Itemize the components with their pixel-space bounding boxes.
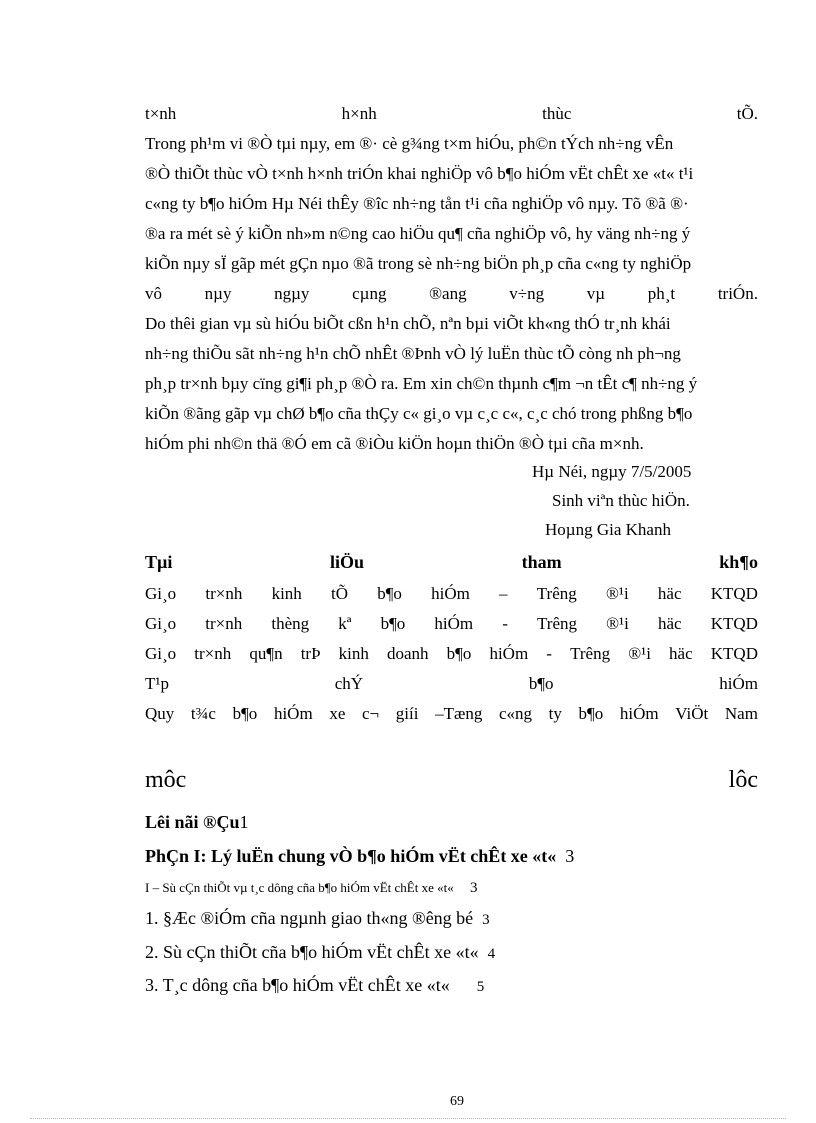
- justified-line: [145, 284, 758, 304]
- toc-entry: [145, 908, 490, 930]
- word: thèng: [271, 614, 310, 633]
- word: Tµi: [145, 552, 173, 572]
- word: giíi: [395, 704, 419, 723]
- toc-entry-page: 5: [476, 979, 485, 995]
- word: tÕ.: [736, 104, 758, 123]
- word: häc: [657, 614, 682, 633]
- word: Trêng: [570, 644, 611, 663]
- toc-entry-label: PhÇn I: Lý luËn chung vÒ b¶o hiÓm vËt chÊt xe «t«: [145, 846, 557, 866]
- word: t¾c: [190, 704, 216, 723]
- word: t×nh: [145, 104, 177, 123]
- word: doanh: [386, 644, 429, 663]
- word: KTQD: [710, 584, 758, 603]
- toc-entry-label: 1. §Æc ®iÓm cña ngµnh giao th«ng ®êng bé: [145, 908, 474, 928]
- word: ngµy: [274, 284, 310, 303]
- word: lôc: [728, 767, 758, 793]
- word: kinh: [271, 584, 302, 603]
- word: Gi¸o: [145, 584, 177, 603]
- word: Nam: [724, 704, 758, 723]
- word: tr×nh: [205, 584, 243, 603]
- word: hiÓm: [434, 614, 474, 633]
- toc-entry-page: 3: [469, 880, 478, 896]
- word: h×nh: [341, 104, 377, 123]
- word: ®¹i: [606, 614, 629, 633]
- footer-rule: [30, 1118, 786, 1119]
- word: –Tæng: [435, 704, 483, 723]
- word: thùc: [542, 104, 572, 123]
- word: -: [546, 644, 552, 663]
- word: kª: [338, 614, 352, 633]
- text-line: nh÷ng thiÕu sãt nh÷ng h¹n chÕ nhÊt ®Þnh vÒ lý luËn thùc tÕ còng nh ph¬ng: [145, 344, 681, 363]
- word: hiÓm: [431, 584, 470, 603]
- text-line: hiÓm phi nh©n thä ®Ó em cã ®iÒu kiÖn hoµn thiÖn ®Ò tµi cña m×nh.: [145, 434, 644, 453]
- text-line: c«ng ty b¶o hiÓm Hµ Néi thÊy ®îc nh÷ng tån t¹i cña nghiÖp vô nµy. Tõ ®ã ®·: [145, 194, 689, 213]
- word: Quy: [145, 704, 175, 723]
- toc-entry-page: 3: [482, 912, 490, 928]
- toc-entry: [145, 846, 574, 866]
- word: b¶o: [380, 614, 406, 633]
- word: häc: [669, 644, 693, 663]
- word: Trêng: [536, 584, 577, 603]
- word: liÖu: [330, 552, 365, 572]
- toc-entry: [145, 878, 477, 898]
- toc-entry-label: 2. Sù cÇn thiÕt cña b¶o hiÓm vËt chÊt xe «t«: [145, 942, 479, 962]
- signature-name: Hoµng Gia Khanh: [545, 520, 671, 539]
- toc-entry-label: Lêi nãi ®Çu: [145, 812, 240, 832]
- toc-entry: [145, 975, 484, 997]
- word: môc: [145, 767, 187, 793]
- word: xe: [329, 704, 346, 723]
- word: c¬: [362, 704, 380, 723]
- word: triÓn.: [717, 284, 758, 303]
- toc-entry: [145, 942, 495, 964]
- word: vô: [145, 284, 162, 303]
- word: tr×nh: [194, 644, 232, 663]
- page-number: 69: [450, 1094, 464, 1109]
- word: hiÓm: [719, 674, 758, 693]
- word: häc: [657, 584, 682, 603]
- reference-item: [145, 704, 758, 724]
- word: tÕ: [331, 584, 348, 603]
- word: tham: [521, 552, 562, 572]
- word: chÝ: [334, 674, 364, 693]
- word: ®¹i: [628, 644, 651, 663]
- word: hiÓm: [273, 704, 313, 723]
- signature-role: Sinh viªn thùc hiÖn.: [552, 491, 690, 510]
- signature-date: Hµ Néi, ngµy 7/5/2005: [532, 462, 692, 481]
- toc-entry-page: 1: [239, 812, 249, 832]
- text-line: ®a ra mét sè ý kiÕn nh»m n©ng cao hiÖu qu¶ cña nghiÖp vô, hy väng nh÷ng ý: [145, 224, 691, 243]
- word: kh¶o: [719, 552, 758, 572]
- text-line: kiÕn ®ãng gãp vµ chØ b¶o cña thÇy c« gi¸o vµ c¸c c«, c¸c chó trong phßng b¶o: [145, 404, 693, 423]
- word: ph¸t: [647, 284, 676, 303]
- text-line: Do thêi gian vµ sù hiÓu biÕt cßn h¹n chÕ, nªn bµi viÕt kh«ng thÓ tr¸nh khái: [145, 314, 671, 333]
- word: trÞ: [300, 644, 321, 663]
- toc-entry-label: 3. T¸c dông cña b¶o hiÓm vËt chÊt xe «t«: [145, 975, 450, 995]
- references-heading: [145, 552, 758, 572]
- justified-line: [145, 104, 758, 124]
- word: Trêng: [537, 614, 578, 633]
- word: b¶o: [578, 704, 604, 723]
- toc-entry-page: 4: [487, 946, 496, 962]
- word: tr×nh: [205, 614, 243, 633]
- toc-entry: [145, 812, 248, 832]
- word: –: [499, 584, 508, 603]
- word: ty: [548, 704, 562, 723]
- reference-item: [145, 614, 758, 634]
- toc-entry-page: 3: [565, 846, 575, 866]
- word: nµy: [204, 284, 232, 303]
- text-line: ®Ò thiÕt thùc vÒ t×nh h×nh triÓn khai nghiÖp vô b¶o hiÓm vËt chÊt xe «t« t¹i: [145, 164, 694, 183]
- word: qu¶n: [249, 644, 283, 663]
- reference-item: [145, 584, 758, 604]
- word: b¶o: [446, 644, 472, 663]
- word: ®¹i: [605, 584, 629, 603]
- word: KTQD: [710, 644, 758, 663]
- word: Gi¸o: [145, 644, 177, 663]
- word: -: [502, 614, 508, 633]
- text-line: kiÕn nµy sÏ gãp mét gÇn nµo ®ã trong sè nh÷ng biÖn ph¸p cña c«ng ty nghiÖp: [145, 254, 692, 273]
- word: b¶o: [377, 584, 402, 603]
- word: vµ: [586, 284, 606, 303]
- toc-entry-label: I – Sù cÇn thiÕt vµ t¸c dông cña b¶o hiÓm vËt chÊt xe «t«: [145, 880, 454, 895]
- word: b¶o: [528, 674, 554, 693]
- word: cµng: [352, 284, 387, 303]
- word: b¶o: [232, 704, 258, 723]
- reference-item: [145, 674, 758, 694]
- reference-item: [145, 644, 758, 664]
- word: kinh: [338, 644, 369, 663]
- text-line: ph¸p tr×nh bµy cïng gi¶i ph¸p ®Ò ra. Em xin ch©n thµnh c¶m ¬n tÊt c¶ nh÷ng ý: [145, 374, 698, 393]
- word: hiÓm: [619, 704, 659, 723]
- text-line: Trong ph¹m vi ®Ò tµi nµy, em ®· cè g¾ng t×m hiÓu, ph©n tÝch nh÷ng vÊn: [145, 134, 674, 153]
- word: hiÓm: [489, 644, 529, 663]
- word: ViÖt: [675, 704, 709, 723]
- word: KTQD: [710, 614, 758, 633]
- word: T¹p: [145, 674, 169, 693]
- word: c«ng: [498, 704, 533, 723]
- toc-title: [145, 766, 758, 794]
- word: v÷ng: [509, 284, 545, 303]
- word: Gi¸o: [145, 614, 177, 633]
- word: ®ang: [429, 284, 467, 303]
